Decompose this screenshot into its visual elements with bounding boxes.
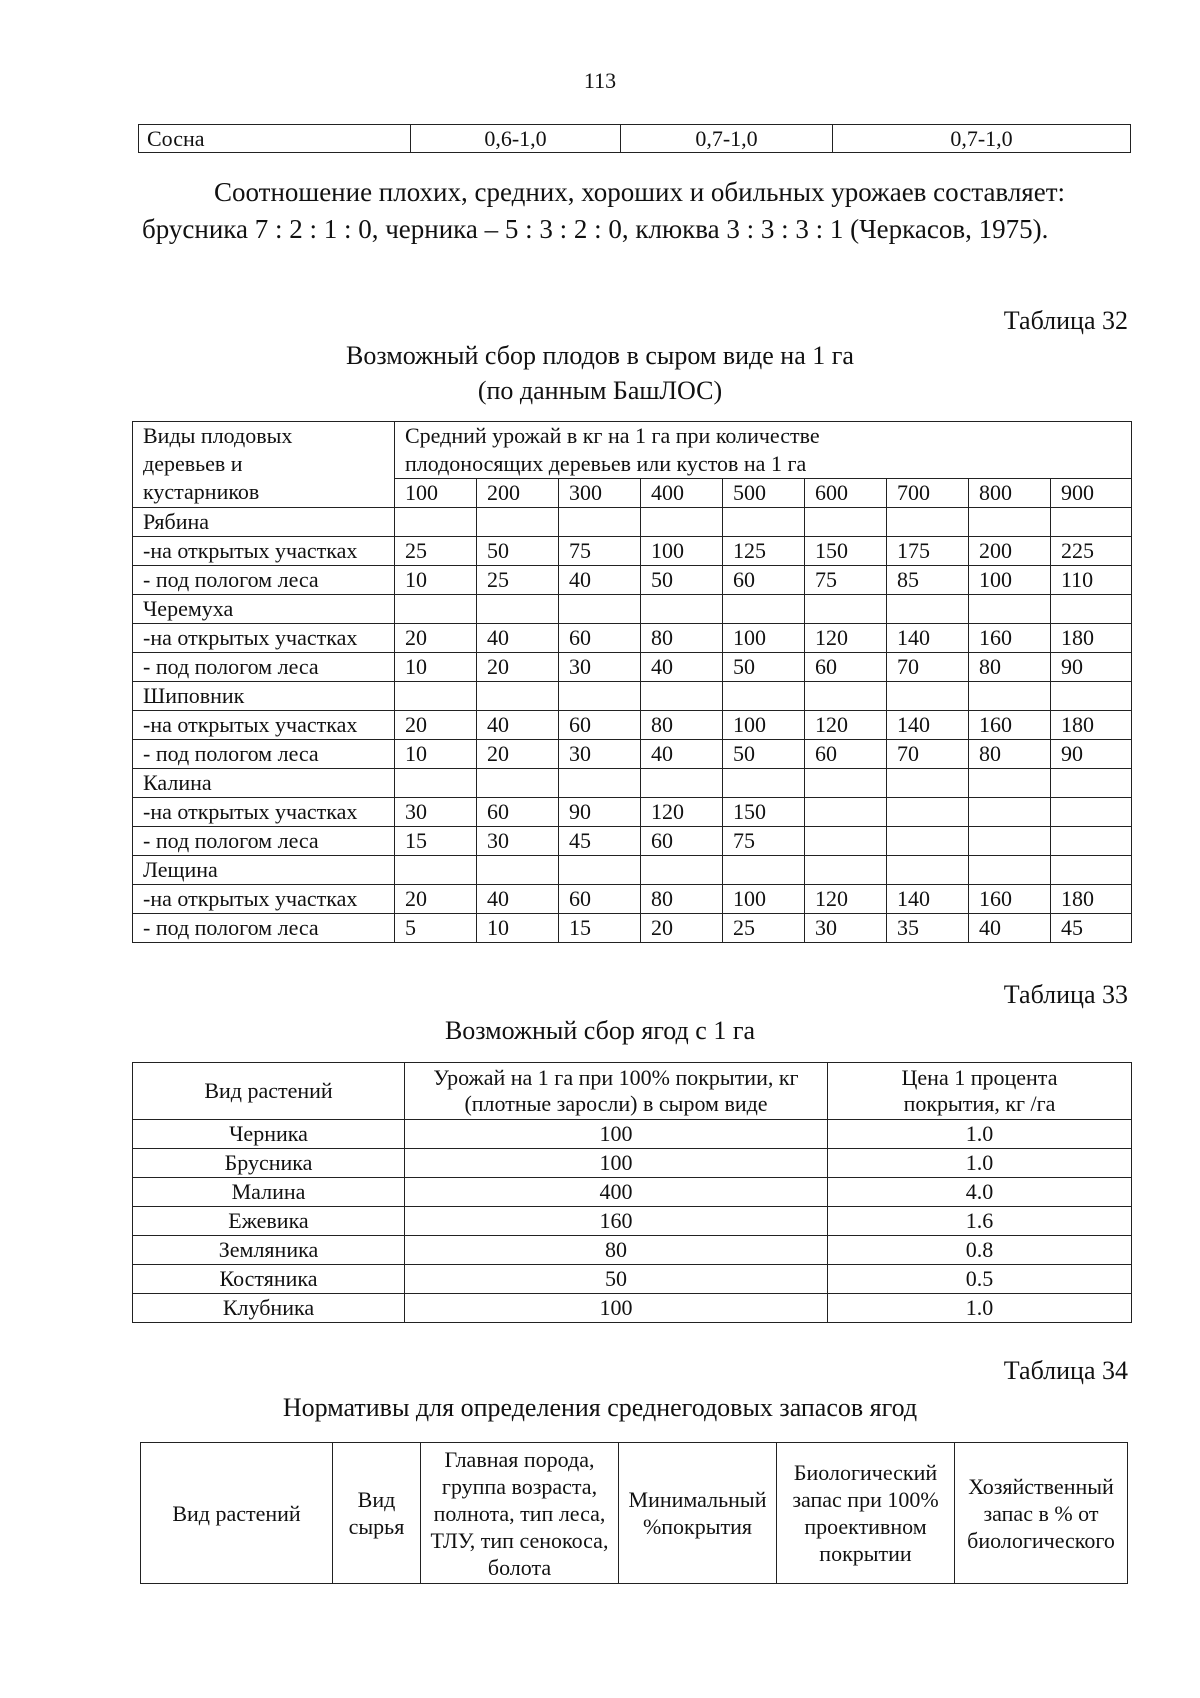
value-cell: [969, 595, 1051, 624]
table-row: [133, 711, 1132, 740]
table-row: [139, 125, 1131, 153]
value-cell: [477, 682, 559, 711]
value-cell: [395, 595, 477, 624]
species-cell: Малина: [133, 1178, 405, 1207]
table-33-title: Возможный сбор ягод с 1 га: [444, 1016, 756, 1045]
count-header-cell: 400: [641, 479, 723, 508]
value-cell: 25: [477, 566, 559, 595]
value-cell: 20: [395, 711, 477, 740]
header-cell: Биологический запас при 100% проективном покрытии: [777, 1443, 955, 1584]
value-cell: [887, 827, 969, 856]
yield-cell: 160: [405, 1207, 828, 1236]
table-32-caption: Таблица 32: [1003, 306, 1128, 335]
table-header-row: [141, 1443, 1128, 1584]
paragraph-line: Соотношение плохих, средних, хороших и обильных урожаев составляет:: [214, 177, 1066, 207]
table-row: [133, 914, 1132, 943]
yield-cell: 100: [405, 1149, 828, 1178]
value-cell: 80: [641, 885, 723, 914]
value-cell: 30: [559, 740, 641, 769]
table-row: [133, 1120, 1132, 1149]
value-cell: 70: [887, 653, 969, 682]
table-33-caption: Таблица 33: [1003, 980, 1128, 1009]
value-cell: 15: [559, 914, 641, 943]
value-cell: 200: [969, 537, 1051, 566]
value-cell: 10: [477, 914, 559, 943]
value-cell: 140: [887, 885, 969, 914]
price-cell: 1.0: [828, 1294, 1132, 1323]
table-row: [133, 740, 1132, 769]
value-cell: 75: [805, 566, 887, 595]
table-row: [133, 1236, 1132, 1265]
value-cell: [887, 769, 969, 798]
value-cell: 50: [723, 653, 805, 682]
value-cell: 20: [641, 914, 723, 943]
value-cell: [805, 682, 887, 711]
value-cell: [641, 769, 723, 798]
value-cell: [395, 682, 477, 711]
value-cell: [641, 595, 723, 624]
row-label: - под пологом леса: [133, 827, 395, 856]
value-cell: 60: [641, 827, 723, 856]
value-cell: 100: [723, 624, 805, 653]
value-cell: 30: [477, 827, 559, 856]
value-cell: 45: [1051, 914, 1132, 943]
value-cell: [477, 769, 559, 798]
header-cell: Хозяйственный запас в % от биологического: [955, 1443, 1128, 1584]
value-cell: [559, 856, 641, 885]
value-cell: 60: [559, 711, 641, 740]
value-cell: 40: [559, 566, 641, 595]
title-line: Возможный сбор плодов в сыром виде на 1 га: [346, 341, 854, 370]
value-cell: 75: [559, 537, 641, 566]
value-cell: 30: [395, 798, 477, 827]
table-row: [133, 1178, 1132, 1207]
value-cell: 100: [641, 537, 723, 566]
header-cell: Урожай на 1 га при 100% покрытии, кг (плотные заросли) в сыром виде: [405, 1063, 828, 1120]
row-label: - под пологом леса: [133, 653, 395, 682]
table-row: [133, 769, 1132, 798]
value-cell: 50: [723, 740, 805, 769]
yield-cell: 100: [405, 1120, 828, 1149]
value-cell: 0,6-1,0: [411, 125, 621, 153]
table-row: [133, 653, 1132, 682]
table-34-title: Нормативы для определения среднегодовых запасов ягод: [282, 1393, 918, 1422]
value-cell: 80: [641, 711, 723, 740]
value-cell: [1051, 769, 1132, 798]
price-cell: 1.0: [828, 1120, 1132, 1149]
value-cell: [559, 595, 641, 624]
table-row: [133, 566, 1132, 595]
table-row: [133, 624, 1132, 653]
count-header-cell: 200: [477, 479, 559, 508]
header-line: кустарников: [143, 479, 260, 504]
species-cell: Костяника: [133, 1265, 405, 1294]
value-cell: [395, 769, 477, 798]
value-cell: 40: [969, 914, 1051, 943]
value-cell: 10: [395, 740, 477, 769]
yield-cell: 100: [405, 1294, 828, 1323]
value-cell: [723, 856, 805, 885]
value-cell: [969, 769, 1051, 798]
species-cell: Земляника: [133, 1236, 405, 1265]
value-cell: 60: [805, 740, 887, 769]
table-row: [133, 1149, 1132, 1178]
value-cell: [559, 682, 641, 711]
value-cell: 70: [887, 740, 969, 769]
species-cell: Клубника: [133, 1294, 405, 1323]
row-label: Шиповник: [133, 682, 395, 711]
value-cell: 160: [969, 885, 1051, 914]
value-cell: 90: [559, 798, 641, 827]
value-cell: [969, 682, 1051, 711]
yield-cell: 80: [405, 1236, 828, 1265]
value-cell: [969, 798, 1051, 827]
row-label: -на открытых участках: [133, 624, 395, 653]
value-cell: 10: [395, 653, 477, 682]
row-label: - под пологом леса: [133, 914, 395, 943]
value-cell: 25: [723, 914, 805, 943]
row-label: Рябина: [133, 508, 395, 537]
yield-cell: 50: [405, 1265, 828, 1294]
count-header-cell: 800: [969, 479, 1051, 508]
row-label: - под пологом леса: [133, 740, 395, 769]
count-header-cell: 900: [1051, 479, 1132, 508]
species-cell: Брусника: [133, 1149, 405, 1178]
value-cell: [1051, 798, 1132, 827]
value-cell: 60: [477, 798, 559, 827]
table-32: [132, 421, 1132, 943]
paragraph-line: брусника 7 : 2 : 1 : 0, черника – 5 : 3 : 2 : 0, клюква 3 : 3 : 3 : 1 (Черкасов, 1975).: [142, 214, 1049, 244]
value-cell: [887, 856, 969, 885]
value-cell: [641, 856, 723, 885]
value-cell: [969, 827, 1051, 856]
count-header-cell: 500: [723, 479, 805, 508]
value-cell: 75: [723, 827, 805, 856]
value-cell: [887, 508, 969, 537]
value-cell: 160: [969, 711, 1051, 740]
value-cell: [477, 856, 559, 885]
species-cell: Сосна: [139, 125, 411, 153]
value-cell: [559, 769, 641, 798]
value-cell: 100: [723, 885, 805, 914]
row-label: Лещина: [133, 856, 395, 885]
header-cell: Цена 1 процента покрытия, кг /га: [828, 1063, 1132, 1120]
row-label: Калина: [133, 769, 395, 798]
row-label: Черемуха: [133, 595, 395, 624]
value-cell: 20: [477, 740, 559, 769]
species-cell: Ежевика: [133, 1207, 405, 1236]
value-cell: [723, 595, 805, 624]
table-row: [133, 1207, 1132, 1236]
value-cell: [969, 508, 1051, 537]
value-cell: [887, 595, 969, 624]
price-cell: 1.6: [828, 1207, 1132, 1236]
row-label: -на открытых участках: [133, 537, 395, 566]
header-cell: Вид сырья: [333, 1443, 421, 1584]
value-cell: 100: [723, 711, 805, 740]
value-cell: 140: [887, 711, 969, 740]
value-cell: 30: [559, 653, 641, 682]
value-cell: 175: [887, 537, 969, 566]
value-cell: 35: [887, 914, 969, 943]
page-number: 113: [583, 68, 617, 93]
value-cell: [723, 508, 805, 537]
value-cell: 120: [805, 885, 887, 914]
value-cell: 45: [559, 827, 641, 856]
table-row: [133, 537, 1132, 566]
previous-table-fragment: [138, 124, 1131, 153]
table-row: [133, 1294, 1132, 1323]
value-cell: 80: [969, 653, 1051, 682]
table-34-caption: Таблица 34: [1003, 1356, 1128, 1385]
price-cell: 1.0: [828, 1149, 1132, 1178]
species-cell: Черника: [133, 1120, 405, 1149]
value-cell: 20: [395, 885, 477, 914]
value-cell: [1051, 827, 1132, 856]
table-row: [133, 798, 1132, 827]
table-header-row: [133, 1063, 1132, 1120]
table-row: [133, 508, 1132, 537]
header-species: [133, 422, 395, 508]
price-cell: 0.5: [828, 1265, 1132, 1294]
value-cell: 5: [395, 914, 477, 943]
header-cell: Вид растений: [133, 1063, 405, 1120]
value-cell: 40: [641, 740, 723, 769]
value-cell: 120: [805, 711, 887, 740]
value-cell: 85: [887, 566, 969, 595]
header-line: Виды плодовых: [143, 423, 293, 448]
value-cell: 150: [805, 537, 887, 566]
value-cell: [805, 856, 887, 885]
count-header-cell: 300: [559, 479, 641, 508]
value-cell: 120: [805, 624, 887, 653]
value-cell: 60: [559, 624, 641, 653]
value-cell: 80: [969, 740, 1051, 769]
row-label: -на открытых участках: [133, 711, 395, 740]
value-cell: 60: [723, 566, 805, 595]
value-cell: [805, 827, 887, 856]
value-cell: 15: [395, 827, 477, 856]
value-cell: 40: [477, 711, 559, 740]
header-yield: Средний урожай в кг на 1 га при количестве: [395, 422, 1132, 451]
value-cell: [395, 508, 477, 537]
table-32-title: [0, 338, 1200, 408]
count-header-cell: 600: [805, 479, 887, 508]
header-cell: Главная порода, группа возраста, полнота, тип леса, ТЛУ, тип сенокоса, болота: [421, 1443, 619, 1584]
value-cell: 140: [887, 624, 969, 653]
value-cell: 25: [395, 537, 477, 566]
header-cell: Минимальный %покрытия: [619, 1443, 777, 1584]
table-row: [133, 827, 1132, 856]
value-cell: 180: [1051, 711, 1132, 740]
price-cell: 0.8: [828, 1236, 1132, 1265]
table-row: [133, 885, 1132, 914]
body-paragraph: [142, 174, 1130, 248]
value-cell: [1051, 682, 1132, 711]
value-cell: 50: [477, 537, 559, 566]
value-cell: 180: [1051, 624, 1132, 653]
value-cell: 0,7-1,0: [833, 125, 1131, 153]
value-cell: [805, 798, 887, 827]
table-row: [133, 682, 1132, 711]
price-cell: 4.0: [828, 1178, 1132, 1207]
value-cell: 40: [477, 624, 559, 653]
value-cell: 150: [723, 798, 805, 827]
value-cell: 90: [1051, 740, 1132, 769]
row-label: - под пологом леса: [133, 566, 395, 595]
value-cell: 30: [805, 914, 887, 943]
header-line: деревьев и: [143, 451, 243, 476]
table-row: [133, 856, 1132, 885]
value-cell: 160: [969, 624, 1051, 653]
value-cell: 120: [641, 798, 723, 827]
count-header-cell: 700: [887, 479, 969, 508]
value-cell: [969, 856, 1051, 885]
value-cell: [1051, 856, 1132, 885]
value-cell: 40: [641, 653, 723, 682]
table-row: [133, 595, 1132, 624]
value-cell: [395, 856, 477, 885]
value-cell: [1051, 508, 1132, 537]
table-33: [132, 1062, 1132, 1323]
value-cell: 80: [641, 624, 723, 653]
header-yield: плодоносящих деревьев или кустов на 1 га: [395, 450, 1132, 479]
value-cell: 90: [1051, 653, 1132, 682]
value-cell: 100: [969, 566, 1051, 595]
row-label: -на открытых участках: [133, 798, 395, 827]
table-header-row: [133, 422, 1132, 451]
value-cell: 60: [805, 653, 887, 682]
table-34: [140, 1442, 1128, 1584]
value-cell: 20: [477, 653, 559, 682]
value-cell: [723, 769, 805, 798]
value-cell: 20: [395, 624, 477, 653]
value-cell: 10: [395, 566, 477, 595]
value-cell: [805, 595, 887, 624]
value-cell: 0,7-1,0: [621, 125, 833, 153]
count-header-cell: 100: [395, 479, 477, 508]
value-cell: 225: [1051, 537, 1132, 566]
value-cell: 40: [477, 885, 559, 914]
title-line: (по данным БашЛОС): [477, 376, 723, 405]
row-label: -на открытых участках: [133, 885, 395, 914]
value-cell: [641, 682, 723, 711]
value-cell: [805, 508, 887, 537]
value-cell: 180: [1051, 885, 1132, 914]
value-cell: [559, 508, 641, 537]
value-cell: 110: [1051, 566, 1132, 595]
value-cell: 60: [559, 885, 641, 914]
value-cell: 125: [723, 537, 805, 566]
value-cell: 50: [641, 566, 723, 595]
value-cell: [887, 798, 969, 827]
table-row: [133, 1265, 1132, 1294]
value-cell: [641, 508, 723, 537]
value-cell: [1051, 595, 1132, 624]
value-cell: [887, 682, 969, 711]
header-cell: Вид растений: [141, 1443, 333, 1584]
value-cell: [805, 769, 887, 798]
value-cell: [723, 682, 805, 711]
value-cell: [477, 595, 559, 624]
yield-cell: 400: [405, 1178, 828, 1207]
value-cell: [477, 508, 559, 537]
